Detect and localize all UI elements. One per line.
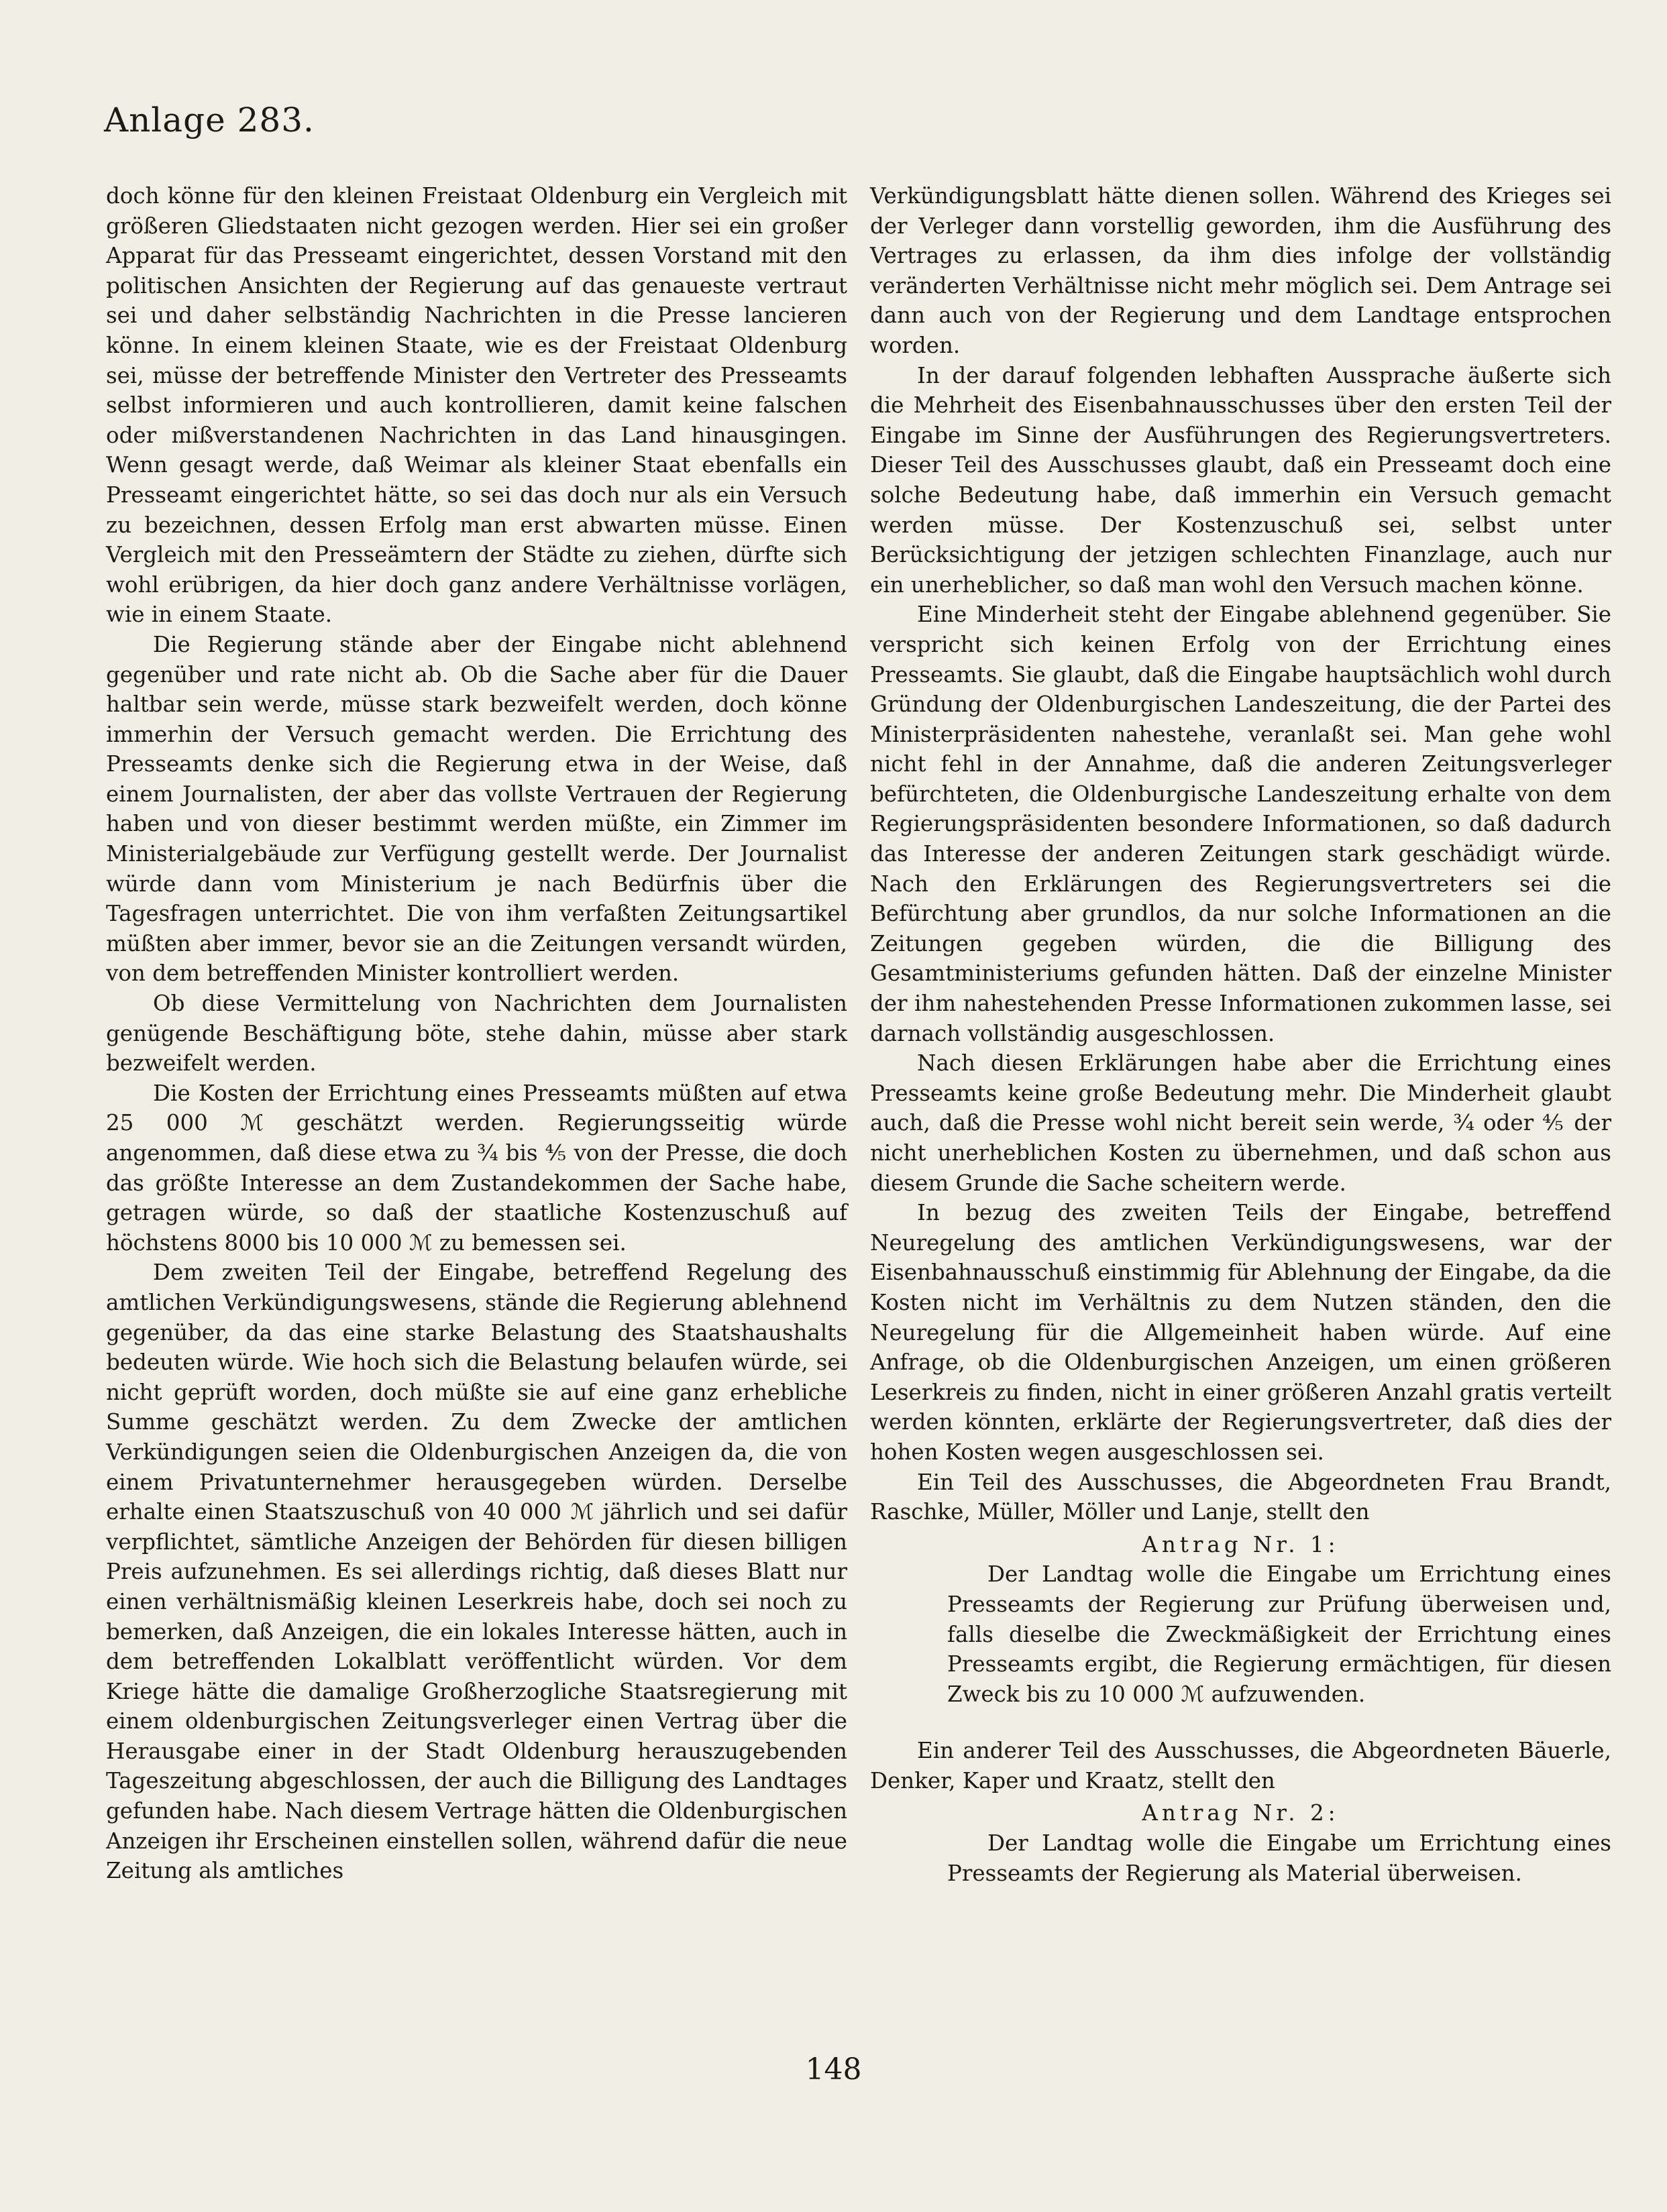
left-column bbox=[106, 181, 847, 1886]
paragraph: Ob diese Vermittelung von Nachrichten dem Journalisten genügende Beschäftigung böte, stehe dahin, müsse aber stark bezweifelt werden. bbox=[106, 991, 847, 1076]
paragraph: Ein Teil des Ausschusses, die Abgeordneten Frau Brandt, Raschke, Müller, Möller und Lanje, stellt den bbox=[870, 1469, 1611, 1525]
paragraph: Eine Minderheit steht der Eingabe ablehnend gegenüber. Sie verspricht sich keinen Erfolg von der Errichtung eines Presseamts. Sie glaubt, daß die Eingabe hauptsächlich wohl durch Gründung der Oldenburgischen Landeszeitung, die der Partei des Ministerpräsidenten nahestehe, veranlaßt sei. Man gehe wohl nicht fehl in der Annahme, daß die anderen Zeitungsverleger befürchteten, die Oldenburgische Landeszeitung erhalte von dem Regierungspräsidenten besondere Informationen, so daß dadurch das Interesse der anderen Zeitungen stark geschädigt würde. Nach den Erklärungen des Regierungsvertreters sei die Befürchtung aber grundlos, da nur solche Informationen an die Zeitungen gegeben würden, die die Billigung des Gesamtministeriums gefunden hätten. Daß der einzelne Minister der ihm nahestehenden Presse Informationen zukommen lasse, sei darnach vollständig ausgeschlossen. bbox=[870, 602, 1611, 1046]
motion-1-title: Antrag Nr. 1: bbox=[1142, 1531, 1340, 1557]
motion-2-body: Der Landtag wolle die Eingabe um Errichtung eines Presseamts der Regierung als Material überweisen. bbox=[947, 1830, 1611, 1886]
paragraph: Die Regierung stände aber der Eingabe nicht ablehnend gegenüber und rate nicht ab. Ob die Sache aber für die Dauer haltbar sein werde, müsse stark bezweifelt werden, doch könne immerhin der Versuch gemacht werden. Die Errichtung des Presseamts denke sich die Regierung etwa in der Weise, daß einem Journalisten, der aber das vollste Vertrauen der Regierung haben und von dieser bestimmt werden müßte, ein Zimmer im Ministerialgebäude zur Verfügung gestellt werde. Der Journalist würde dann vom Ministerium je nach Bedürfnis über die Tagesfragen unterrichtet. Die von ihm verfaßten Zeitungsartikel müßten aber immer, bevor sie an die Zeitungen versandt würden, von dem betreffenden Minister kontrolliert werden. bbox=[106, 631, 847, 987]
paragraph: In bezug des zweiten Teils der Eingabe, betreffend Neuregelung des amtlichen Verkündigungswesens, war der Eisenbahnausschuß einstimmig für Ablehnung der Eingabe, da die Kosten nicht im Verhältnis zu dem Nutzen ständen, den die Neuregelung für die Allgemeinheit haben würde. Auf eine Anfrage, ob die Oldenburgischen Anzeigen, um einen größeren Leserkreis zu finden, nicht in einer größeren Anzahl gratis verteilt werden könnten, erklärte der Regierungsvertreter, daß dies der hohen Kosten wegen ausgeschlossen sei. bbox=[870, 1200, 1611, 1465]
paragraph: In der darauf folgenden lebhaften Aussprache äußerte sich die Mehrheit des Eisenbahnausschusses über den ersten Teil der Eingabe im Sinne der Ausführungen des Regierungsvertreters. Dieser Teil des Ausschusses glaubt, daß ein Presseamt doch eine solche Bedeutung habe, daß immerhin ein Versuch gemacht werden müsse. Der Kostenzuschuß sei, selbst unter Berücksichtigung der jetzigen schlechten Finanzlage, auch nur ein unerheblicher, so daß man wohl den Versuch machen könne. bbox=[870, 362, 1611, 598]
paragraph: Verkündigungsblatt hätte dienen sollen. Während des Krieges sei der Verleger dann vorstellig geworden, ihm die Ausführung des Vertrages zu erlassen, da ihm dies infolge der vollständig veränderten Verhältnisse nicht mehr möglich sei. Dem Antrage sei dann auch von der Regierung und dem Landtage entsprochen worden. bbox=[870, 183, 1611, 358]
page-header: Anlage 283. bbox=[104, 101, 315, 140]
motion-1-body: Der Landtag wolle die Eingabe um Errichtung eines Presseamts der Regierung zur Prüfung überweisen und, falls dieselbe die Zweckmäßigkeit der Errichtung eines Presseamts ergibt, die Regierung ermächtigen, für diesen Zweck bis zu 10 000 ℳ aufzuwenden. bbox=[947, 1561, 1611, 1707]
right-column bbox=[870, 181, 1611, 1888]
paragraph: Die Kosten der Errichtung eines Presseamts müßten auf etwa 25 000 ℳ geschätzt werden. Regierungsseitig würde angenommen, daß diese etwa zu ¾ bis ⅘ von der Presse, die doch das größte Interesse an dem Zustandekommen der Sache habe, getragen würde, so daß der staatliche Kostenzuschuß auf höchstens 8000 bis 10 000 ℳ zu bemessen sei. bbox=[106, 1080, 847, 1256]
paragraph: Ein anderer Teil des Ausschusses, die Abgeordneten Bäuerle, Denker, Kaper und Kraatz, stellt den bbox=[870, 1738, 1611, 1793]
motion-1-text bbox=[947, 1559, 1611, 1709]
paragraph: Nach diesen Erklärungen habe aber die Errichtung eines Presseamts keine große Bedeutung mehr. Die Minderheit glaubt auch, daß die Presse wohl nicht bereit sein werde, ¾ oder ⅘ der nicht unerheblichen Kosten zu übernehmen, und daß schon aus diesem Grunde die Sache scheitern werde. bbox=[870, 1050, 1611, 1196]
paragraph: doch könne für den kleinen Freistaat Oldenburg ein Vergleich mit größeren Gliedstaaten nicht gezogen werden. Hier sei ein großer Apparat für das Presseamt eingerichtet, dessen Vorstand mit den politischen Ansichten der Regierung auf das genaueste vertraut sei und daher selbständig Nachrichten in die Presse lancieren könne. In einem kleinen Staate, wie es der Freistaat Oldenburg sei, müsse der betreffende Minister den Vertreter des Presseamts selbst informieren und auch kontrollieren, damit keine falschen oder mißverstandenen Nachrichten in das Land hinausgingen. Wenn gesagt werde, daß Weimar als kleiner Staat ebenfalls ein Presseamt eingerichtet hätte, so sei das doch nur als ein Versuch zu bezeichnen, dessen Erfolg man erst abwarten müsse. Einen Vergleich mit den Presseämtern der Städte zu ziehen, dürfte sich wohl erübrigen, da hier doch ganz andere Verhältnisse vorlägen, wie in einem Staate. bbox=[106, 183, 847, 628]
motion-2-text bbox=[947, 1828, 1611, 1888]
motion-2-title: Antrag Nr. 2: bbox=[1142, 1800, 1340, 1826]
page-number: 148 bbox=[805, 2052, 862, 2087]
paragraph: Dem zweiten Teil der Eingabe, betreffend Regelung des amtlichen Verkündigungswesens, stände die Regierung ablehnend gegenüber, da das eine starke Belastung des Staatshaushalts bedeuten würde. Wie hoch sich die Belastung belaufen würde, sei nicht geprüft worden, doch müßte sie auf eine ganz erhebliche Summe geschätzt werden. Zu dem Zwecke der amtlichen Verkündigungen seien die Oldenburgischen Anzeigen da, die von einem Privatunternehmer herausgegeben würden. Derselbe erhalte einen Staatszuschuß von 40 000 ℳ jährlich und sei dafür verpflichtet, sämtliche Anzeigen der Behörden für diesen billigen Preis aufzunehmen. Es sei allerdings richtig, daß dieses Blatt nur einen verhältnismäßig kleinen Leserkreis habe, doch sei noch zu bemerken, daß Anzeigen, die ein lokales Interesse hätten, auch in dem betreffenden Lokalblatt veröffentlicht würden. Vor dem Kriege hätte die damalige Großherzogliche Staatsregierung mit einem oldenburgischen Zeitungsverleger einen Vertrag über die Herausgabe einer in der Stadt Oldenburg herauszugebenden Tageszeitung abgeschlossen, der auch die Billigung des Landtages gefunden habe. Nach diesem Vertrage hätten die Oldenburgischen Anzeigen ihr Erscheinen einstellen sollen, während dafür die neue Zeitung als amtliches bbox=[106, 1260, 847, 1884]
